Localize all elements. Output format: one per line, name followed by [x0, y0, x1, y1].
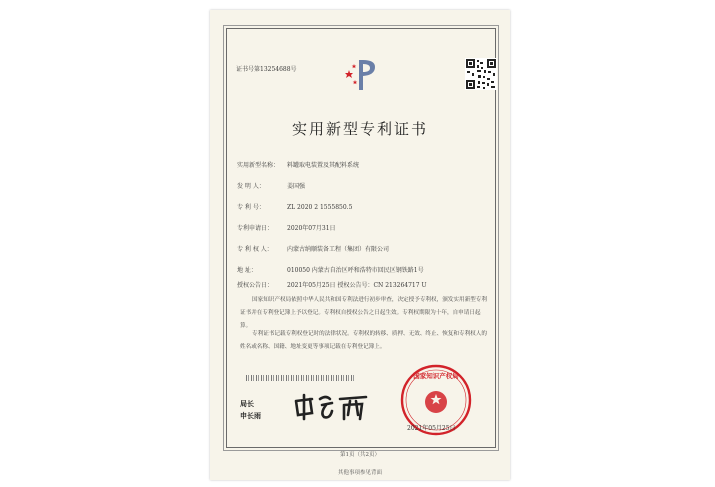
- field-patentee: [237, 244, 389, 253]
- certificate-number: 证书号第13254688号: [236, 66, 297, 73]
- page-indicator: 第1页（共2页）: [340, 452, 380, 458]
- seal-date: 2021年05月25日: [407, 425, 456, 432]
- field-address: [237, 265, 424, 274]
- certificate-page: [210, 10, 510, 480]
- legal-status-statement: 专利证书记载专利权登记时的法律状况。专利权的转移、质押、无效、终止、恢复和专利权人的姓名或名称、国籍、地址变更等事项记载在专利登记簿上。: [240, 331, 487, 350]
- field-grant-date: [237, 280, 427, 289]
- field-label: 实用新型名称：: [237, 162, 280, 169]
- qr-code-icon: [465, 58, 497, 90]
- field-value: 姜国强: [287, 183, 306, 190]
- field-value: 010050 内蒙古自治区呼和浩特市回民区钢铁路1号: [287, 267, 424, 274]
- field-value: 内蒙古纳顺装备工程（集团）有限公司: [287, 246, 390, 253]
- director-signature: [290, 391, 370, 423]
- field-value: ZL 2020 2 1555850.5: [287, 204, 353, 211]
- seal-text: 国家知识产权局: [413, 372, 459, 380]
- field-value: 2020年07月31日: [287, 225, 336, 232]
- field-value: 料罐取电装置及其配料系统: [287, 162, 360, 169]
- director-title: 局长: [240, 399, 254, 408]
- certificate-title: 实用新型专利证书: [291, 120, 428, 138]
- field-label: 授权公告日：: [237, 282, 274, 289]
- field-label: 专 利 号：: [237, 204, 265, 211]
- field-value: 2021年05月25日 授权公告号：CN 213264717 U: [287, 282, 427, 289]
- field-inventor: [237, 181, 305, 190]
- bottom-note: 其他事项参见背面: [337, 470, 382, 476]
- field-utility-name: [237, 160, 359, 169]
- field-label: 地 址：: [237, 267, 257, 274]
- field-label: 专 利 权 人：: [237, 246, 273, 253]
- director-name: 申长雨: [240, 411, 261, 420]
- cnipa-logo-icon: [343, 56, 381, 94]
- field-patent-number: [237, 202, 352, 211]
- barcode-strip: [246, 375, 356, 381]
- field-filing-date: [237, 223, 336, 232]
- grant-statement: 国家知识产权局依照中华人民共和国专利法进行初步审查，决定授予专利权，颁发实用新型专利证书并在专利登记簿上予以登记。专利权自授权公告之日起生效。专利权期限为十年，自申请日起算。: [240, 297, 487, 329]
- field-label: 发 明 人：: [237, 183, 265, 190]
- field-label: 专利申请日：: [237, 225, 274, 232]
